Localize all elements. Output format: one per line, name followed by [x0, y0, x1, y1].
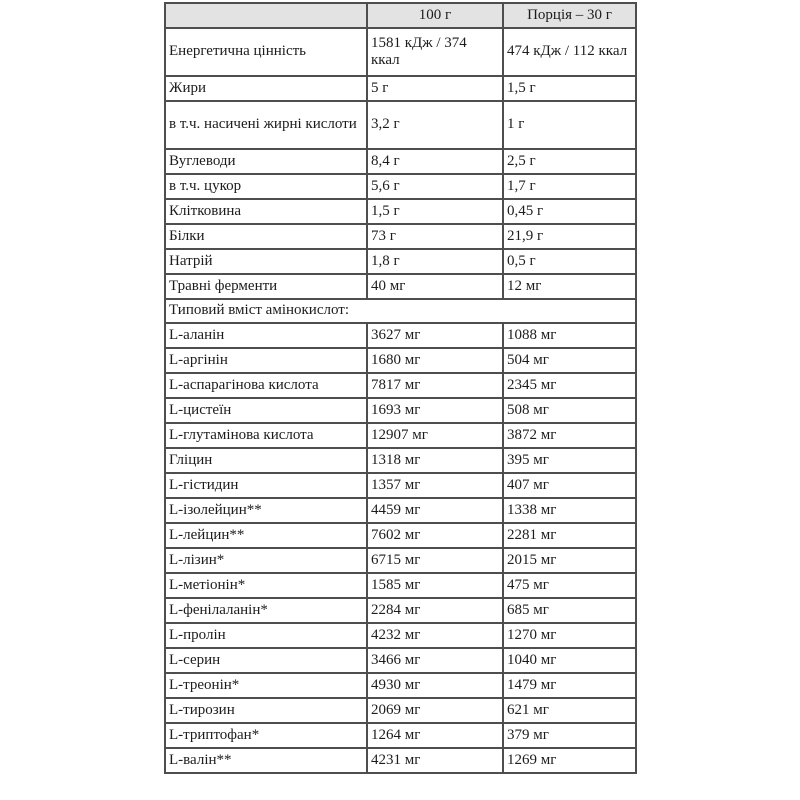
row-value-100g: 6715 мг — [367, 548, 503, 573]
row-label: L-тирозин — [165, 698, 367, 723]
row-value-100g: 1,5 г — [367, 199, 503, 224]
table-row — [165, 598, 636, 623]
table-row — [165, 249, 636, 274]
row-label: Білки — [165, 224, 367, 249]
table-row — [165, 673, 636, 698]
table-row — [165, 323, 636, 348]
row-value-100g: 1318 мг — [367, 448, 503, 473]
table-row — [165, 76, 636, 101]
row-value-portion: 21,9 г — [503, 224, 636, 249]
row-label: Натрій — [165, 249, 367, 274]
table-row — [165, 723, 636, 748]
table-row — [165, 199, 636, 224]
row-label: L-лейцин** — [165, 523, 367, 548]
row-value-portion: 395 мг — [503, 448, 636, 473]
row-value-100g: 4459 мг — [367, 498, 503, 523]
row-value-100g: 5,6 г — [367, 174, 503, 199]
header-per-100g: 100 г — [367, 3, 503, 28]
row-value-100g: 5 г — [367, 76, 503, 101]
row-label: L-метіонін* — [165, 573, 367, 598]
table-row — [165, 448, 636, 473]
row-value-portion: 1,5 г — [503, 76, 636, 101]
row-label: L-аланін — [165, 323, 367, 348]
row-value-portion: 0,5 г — [503, 249, 636, 274]
row-label: Енергетична цінність — [165, 28, 367, 76]
row-label: L-треонін* — [165, 673, 367, 698]
row-value-100g: 3466 мг — [367, 648, 503, 673]
table-row — [165, 623, 636, 648]
row-label: L-лізин* — [165, 548, 367, 573]
row-value-100g: 4232 мг — [367, 623, 503, 648]
row-value-100g: 7817 мг — [367, 373, 503, 398]
row-value-100g: 1357 мг — [367, 473, 503, 498]
table-row — [165, 174, 636, 199]
table-row — [165, 548, 636, 573]
section-header-label: Типовий вміст амінокислот: — [165, 299, 636, 323]
table-row — [165, 28, 636, 76]
row-value-portion: 379 мг — [503, 723, 636, 748]
row-label: L-фенілаланін* — [165, 598, 367, 623]
row-label: Вуглеводи — [165, 149, 367, 174]
table-row — [165, 348, 636, 373]
row-label: L-ізолейцин** — [165, 498, 367, 523]
row-label: L-аспарагінова кислота — [165, 373, 367, 398]
row-label: L-цистеїн — [165, 398, 367, 423]
row-value-portion: 2345 мг — [503, 373, 636, 398]
row-value-100g: 1680 мг — [367, 348, 503, 373]
row-value-portion: 475 мг — [503, 573, 636, 598]
row-value-portion: 3872 мг — [503, 423, 636, 448]
row-value-100g: 1693 мг — [367, 398, 503, 423]
row-value-portion: 0,45 г — [503, 199, 636, 224]
row-label: L-серин — [165, 648, 367, 673]
row-label: Травні ферменти — [165, 274, 367, 299]
row-label: L-триптофан* — [165, 723, 367, 748]
table-row — [165, 398, 636, 423]
row-label: L-аргінін — [165, 348, 367, 373]
table-row — [165, 101, 636, 149]
row-value-portion: 1,7 г — [503, 174, 636, 199]
row-label: L-валін** — [165, 748, 367, 773]
table-row — [165, 498, 636, 523]
row-value-100g: 3,2 г — [367, 101, 503, 149]
row-value-portion: 12 мг — [503, 274, 636, 299]
row-value-100g: 1,8 г — [367, 249, 503, 274]
row-value-portion: 1269 мг — [503, 748, 636, 773]
table-row — [165, 423, 636, 448]
row-value-portion: 2,5 г — [503, 149, 636, 174]
row-value-portion: 1 г — [503, 101, 636, 149]
table-row — [165, 698, 636, 723]
table-row — [165, 274, 636, 299]
row-label: Гліцин — [165, 448, 367, 473]
table-row — [165, 573, 636, 598]
row-value-portion: 2281 мг — [503, 523, 636, 548]
nutrition-table — [164, 2, 637, 774]
table-row — [165, 473, 636, 498]
row-value-portion: 474 кДж / 112 ккал — [503, 28, 636, 76]
amino-acid-rows — [165, 323, 636, 773]
row-value-portion: 1338 мг — [503, 498, 636, 523]
table-row — [165, 149, 636, 174]
row-value-100g: 4231 мг — [367, 748, 503, 773]
table-header — [165, 3, 636, 28]
row-label: L-гістидин — [165, 473, 367, 498]
row-value-portion: 508 мг — [503, 398, 636, 423]
row-value-100g: 1581 кДж / 374 ккал — [367, 28, 503, 76]
table-row — [165, 224, 636, 249]
table-row — [165, 373, 636, 398]
row-value-100g: 12907 мг — [367, 423, 503, 448]
row-value-portion: 407 мг — [503, 473, 636, 498]
table-row — [165, 523, 636, 548]
row-value-portion: 1088 мг — [503, 323, 636, 348]
row-label: L-пролін — [165, 623, 367, 648]
table-row — [165, 648, 636, 673]
row-value-100g: 2284 мг — [367, 598, 503, 623]
row-value-100g: 1585 мг — [367, 573, 503, 598]
header-empty-cell — [165, 3, 367, 28]
row-label: L-глутамінова кислота — [165, 423, 367, 448]
header-row — [165, 3, 636, 28]
row-label: Клітковина — [165, 199, 367, 224]
row-label: в т.ч. цукор — [165, 174, 367, 199]
row-value-portion: 621 мг — [503, 698, 636, 723]
section-header-body — [165, 299, 636, 323]
row-value-100g: 40 мг — [367, 274, 503, 299]
row-label: в т.ч. насичені жирні кислоти — [165, 101, 367, 149]
section-header-row — [165, 299, 636, 323]
row-value-portion: 1270 мг — [503, 623, 636, 648]
row-value-100g: 3627 мг — [367, 323, 503, 348]
nutrition-rows — [165, 28, 636, 299]
row-value-portion: 1040 мг — [503, 648, 636, 673]
row-value-portion: 1479 мг — [503, 673, 636, 698]
row-value-100g: 2069 мг — [367, 698, 503, 723]
row-value-100g: 8,4 г — [367, 149, 503, 174]
row-value-100g: 73 г — [367, 224, 503, 249]
row-value-100g: 1264 мг — [367, 723, 503, 748]
header-per-portion: Порція – 30 г — [503, 3, 636, 28]
table-row — [165, 748, 636, 773]
row-value-portion: 2015 мг — [503, 548, 636, 573]
row-value-portion: 504 мг — [503, 348, 636, 373]
row-value-portion: 685 мг — [503, 598, 636, 623]
row-value-100g: 7602 мг — [367, 523, 503, 548]
row-label: Жири — [165, 76, 367, 101]
row-value-100g: 4930 мг — [367, 673, 503, 698]
